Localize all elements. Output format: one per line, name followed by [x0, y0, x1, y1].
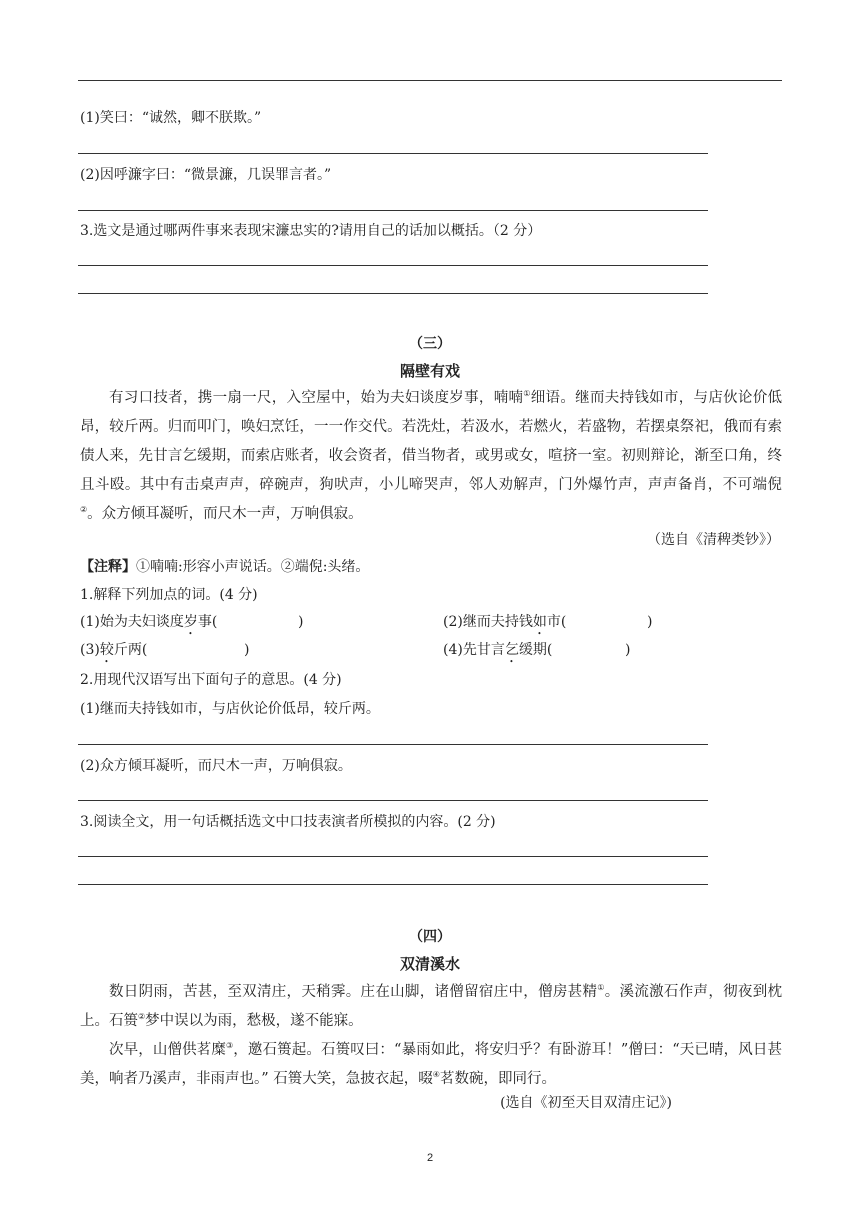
passage-source-4: (选自《初至天目双清庄记》) — [500, 1095, 672, 1111]
passage-text: 次早，山僧供茗糜 — [109, 1042, 226, 1058]
question-1-1 — [80, 612, 217, 638]
answer-line[interactable] — [78, 884, 708, 885]
question-text: (4)先甘言 — [443, 642, 505, 658]
passage-title-3: 隔壁有戏 — [399, 362, 460, 380]
passage-text: 。溪流激石作声，彻夜到枕上。石篑 — [80, 984, 783, 1029]
question-2-1: (1)笑曰：“诚然，卿不朕欺。” — [80, 110, 262, 126]
answer-line[interactable] — [78, 744, 708, 745]
footnote-marker: ② — [80, 505, 88, 515]
passage-text: 细语。继而夫持钱如市，与店伙论价低昂，较斤两。归而叩门，唤妇烹饪，一一作交代。若洗灶，若汲水，若燃火，若盛物，若摆桌祭祀，俄而有索债人来，先甘言乞缓期，而索店账者，收会资者，借当物者，或男或女，喧挤一室。初则辩论，渐至口角，终且斗殴。其中有击桌声声，碎碗声，狗吠声，小儿啼哭声，邻人劝解声，门外爆竹声，声声备肖，不可端倪 — [80, 390, 783, 493]
annotation — [80, 557, 369, 577]
passage-source-3: （选自《清稗类钞》） — [647, 532, 780, 548]
dotted-word: 乞 — [504, 642, 519, 658]
annotation-text: ①喃喃:形容小声说话。②端倪:头绪。 — [136, 559, 370, 575]
answer-line[interactable] — [78, 153, 708, 154]
question-3: 3.选文是通过哪两件事来表现宋濂忠实的?请用自己的话加以概括。（2 分） — [80, 223, 542, 239]
footnote-marker: ④ — [432, 1070, 440, 1080]
question-2-title: 2.用现代汉语写出下面句子的意思。(4 分) — [80, 672, 342, 688]
question-text: (2)继而夫持钱 — [443, 614, 533, 630]
question-text: 市( — [546, 614, 567, 630]
passage-body-4 — [80, 978, 782, 1094]
question-1-title: 1.解释下列加点的词。(4 分) — [80, 587, 258, 603]
passage-body-3 — [80, 384, 782, 529]
question-text: 斤两( — [113, 642, 148, 658]
footnote-marker: ② — [138, 1012, 146, 1022]
answer-line[interactable] — [78, 265, 708, 266]
question-2-2-passage3: (2)众方倾耳凝听，而尺木一声，万响俱寂。 — [80, 758, 352, 774]
question-text: 事( — [197, 614, 218, 630]
passage-text: 有习口技者，携一扇一尺，入空屋中，始为夫妇谈度岁事，喃喃 — [109, 390, 524, 406]
passage-text: 数日阴雨，苦甚，至双清庄，天稍霁。庄在山脚，诸僧留宿庄中，僧房甚精 — [109, 984, 598, 1000]
passage-text: 。众方倾耳凝听，而尺木一声，万响俱寂。 — [87, 506, 363, 522]
answer-line[interactable] — [78, 800, 708, 801]
section-label-4: （四） — [409, 929, 451, 945]
question-2-1-passage3: (1)继而夫持钱如市，与店伙论价低昂，较斤两。 — [80, 701, 380, 717]
question-text: 缓期( — [518, 642, 553, 658]
question-text: (1)始为夫妇谈度 — [80, 614, 184, 630]
question-text: (3) — [80, 642, 100, 658]
passage-title-4: 双清溪水 — [399, 955, 460, 973]
footnote-marker: ③ — [225, 1041, 234, 1051]
blank-close-paren: ) — [647, 614, 653, 630]
top-rule — [78, 80, 782, 81]
question-1-2 — [443, 612, 566, 638]
annotation-label: 【注释】 — [80, 559, 136, 575]
dotted-word: 较 — [99, 642, 114, 658]
passage-text: 茗数碗，即同行。 — [439, 1071, 556, 1087]
dotted-word: 岁 — [183, 614, 198, 630]
question-2-2: (2)因呼濂字曰：“微景濂，几误罪言者。” — [80, 167, 332, 183]
dotted-word: 如 — [532, 614, 547, 630]
passage-text: 梦中误以为雨，愁极，遂不能寐。 — [145, 1013, 363, 1029]
question-3-passage3: 3.阅读全文，用一句话概括选文中口技表演者所模拟的内容。(2 分) — [80, 814, 496, 830]
footnote-marker: ① — [523, 389, 531, 399]
section-label-3: （三） — [409, 336, 451, 352]
page-number: 2 — [426, 1152, 434, 1164]
question-1-3 — [80, 640, 147, 666]
answer-line[interactable] — [78, 856, 708, 857]
passage-text: ，邀石篑起。石篑叹曰：“暴雨如此，将安归乎？有卧游耳！”僧曰：“天已晴，风日甚美，响者乃溪声，非雨声也。” 石篑大笑，急披衣起，啜 — [80, 1042, 782, 1087]
answer-line[interactable] — [78, 210, 708, 211]
question-1-4 — [443, 640, 552, 666]
blank-close-paren: ) — [244, 642, 250, 658]
answer-line[interactable] — [78, 293, 708, 294]
footnote-marker: ① — [597, 983, 605, 993]
blank-close-paren: ) — [625, 642, 631, 658]
blank-close-paren: ) — [298, 614, 304, 630]
